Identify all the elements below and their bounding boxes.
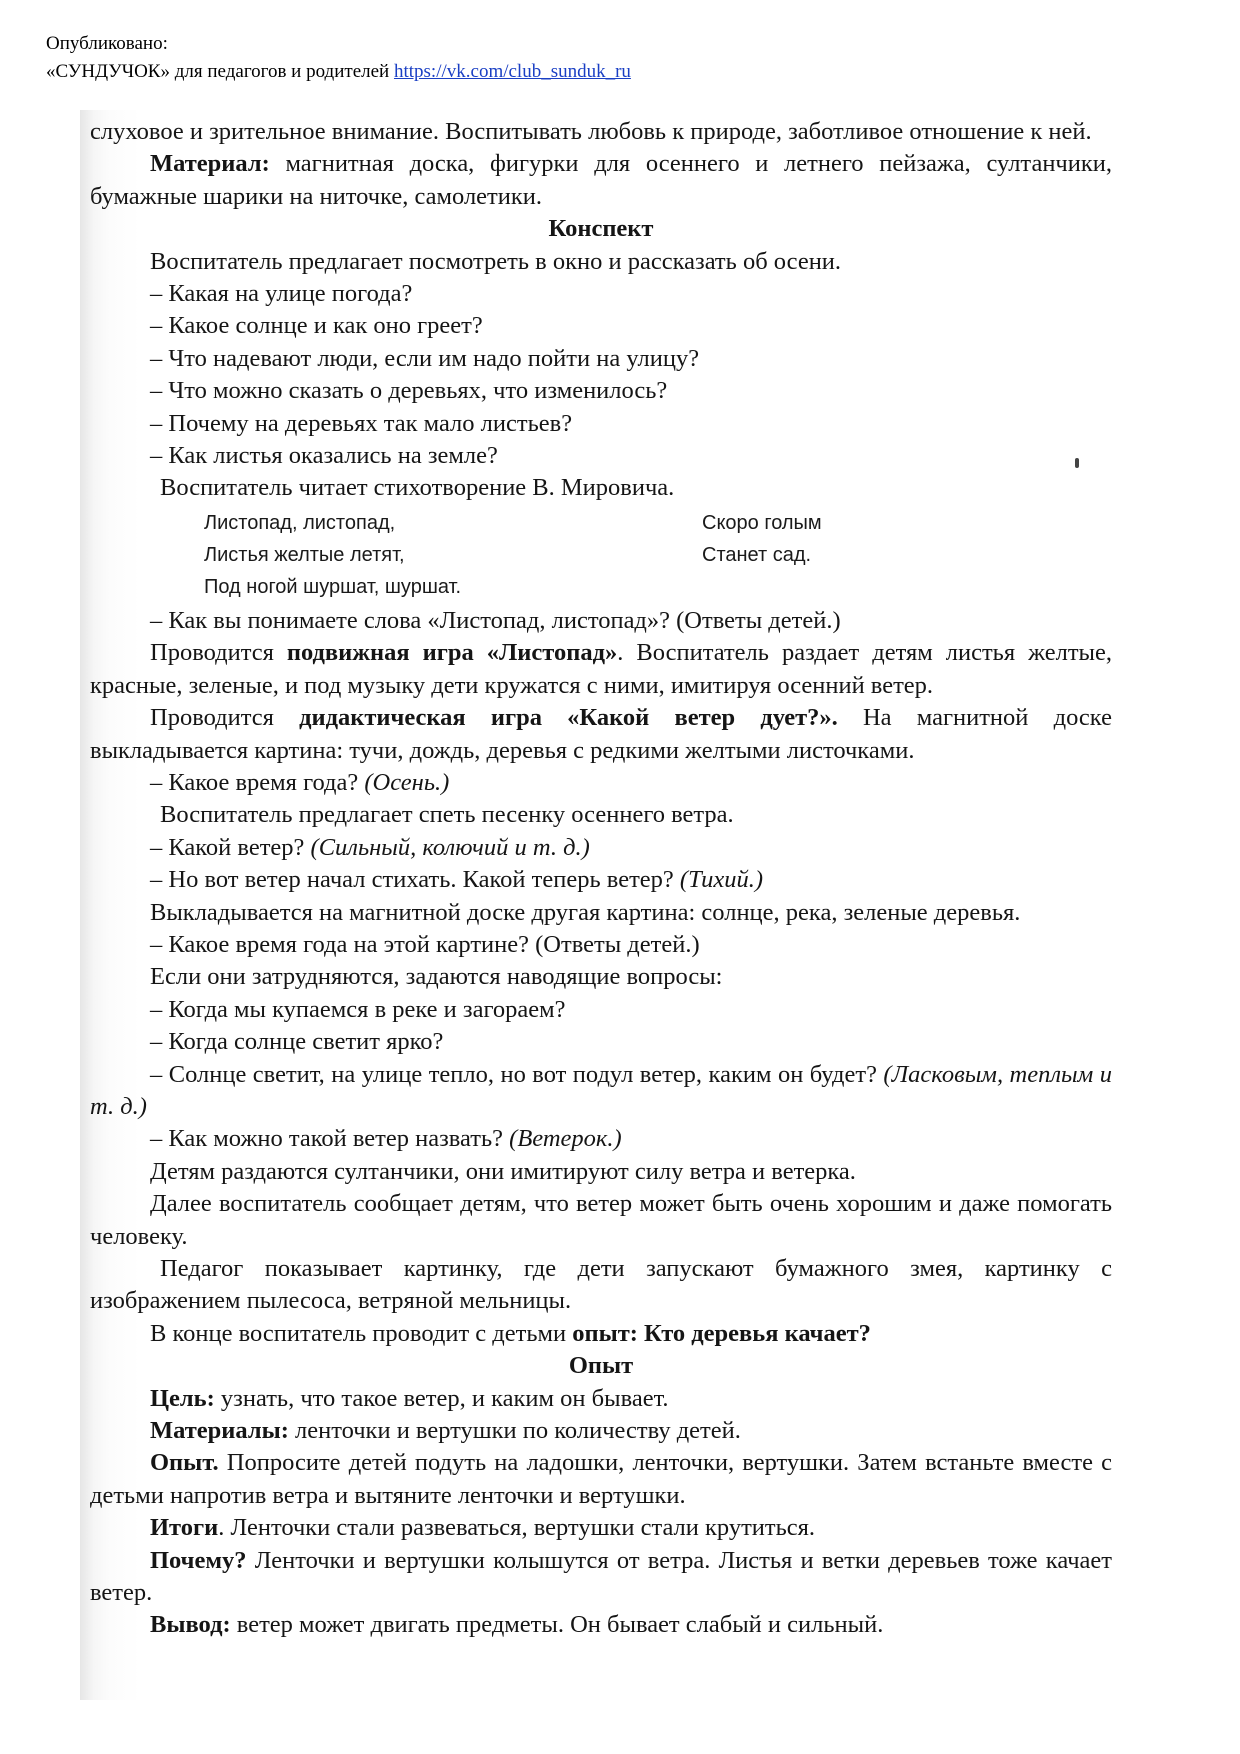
question-line: – Какая на улице погода? — [150, 280, 413, 308]
question-line — [90, 1059, 1112, 1124]
conclusion-label: Вывод: — [150, 1611, 231, 1639]
why-paragraph — [90, 1545, 1112, 1610]
question-line — [90, 1123, 1112, 1155]
picture-line: Выкладывается на магнитной доске другая картина: солнце, река, зеленые деревья. — [150, 898, 1021, 926]
question-line: – Какое время года на этой картине? (Ответы детей.) — [150, 930, 700, 958]
publication-header — [46, 30, 631, 86]
publisher-link[interactable]: https://vk.com/club_sunduk_ru — [393, 61, 631, 82]
poem-column-right — [702, 507, 822, 571]
konspekt-heading: Конспект — [548, 215, 654, 243]
poem — [90, 507, 1112, 603]
publisher-line — [46, 58, 631, 86]
question-line — [90, 832, 1112, 864]
goal-label: Цель: — [150, 1384, 215, 1412]
teacher-paragraph: Педагог показывает картинку, где дети запускают бумажного змея, картинку с изображением пылесоса, ветряной мельницы. — [90, 1255, 1112, 1315]
end-line — [90, 1318, 1112, 1350]
question-text: – Какое время года? — [150, 768, 365, 796]
why-text: Ленточки и вертушки колышутся от ветра. Листья и ветки деревьев тоже качает ветер. — [90, 1546, 1112, 1607]
materials-line — [90, 1415, 1112, 1447]
question-text: – Как можно такой ветер назвать? — [150, 1125, 510, 1153]
answer-text: (Ласковым, теплым и т. д.) — [90, 1060, 1112, 1120]
why-label: Почему? — [150, 1546, 247, 1574]
question-line: – Почему на деревьях так мало листьев? — [150, 409, 573, 437]
materials-text: ленточки и вертушки по количеству детей. — [288, 1417, 741, 1445]
question-line: – Как вы понимаете слова «Листопад, листопад»? (Ответы детей.) — [150, 606, 841, 634]
text-fragment: На магнитной доске выкладывается картина: тучи, дождь, деревья с редкими желтыми листочками. — [90, 704, 1112, 764]
game-title: подвижная игра «Листопад» — [286, 639, 618, 667]
poem-line: Скоро голым — [702, 511, 822, 534]
hint-line: Если они затрудняются, задаются наводящие вопросы: — [150, 963, 723, 991]
text-fragment: Проводится — [150, 704, 300, 732]
results-line — [90, 1512, 1112, 1544]
goal-line — [90, 1383, 1112, 1415]
experiment-text: Попросите детей подуть на ладошки, ленточки, вертушки. Затем встаньте вместе с детьми напротив ветра и вытяните ленточки и вертушки. — [90, 1449, 1112, 1509]
material-paragraph — [90, 148, 1112, 213]
publisher-name: «СУНДУЧОК» для педагогов и родителей — [46, 61, 390, 82]
question-line: – Когда солнце светит ярко? — [150, 1028, 444, 1056]
poem-line: Станет сад. — [702, 543, 812, 566]
goal-text: узнать, что такое ветер, и каким он бывает. — [214, 1384, 669, 1412]
question-line: – Что можно сказать о деревьях, что изменилось? — [150, 377, 668, 405]
experiment-label: Опыт. — [150, 1449, 219, 1477]
reads-poem-line: Воспитатель читает стихотворение В. Мировича. — [160, 474, 675, 502]
results-label: Итоги — [150, 1514, 219, 1542]
question-line: – Что надевают люди, если им надо пойти на улицу? — [150, 344, 700, 372]
sultan-line: Детям раздаются султанчики, они имитируют силу ветра и ветерка. — [150, 1157, 856, 1185]
question-text: – Какой ветер? — [150, 833, 311, 861]
poem-line: Листопад, листопад, — [204, 511, 396, 534]
materials-label: Материалы: — [150, 1417, 289, 1445]
question-line — [90, 767, 1112, 799]
question-line: – Как листья оказались на земле? — [150, 442, 498, 470]
game-wind-paragraph — [90, 702, 1112, 767]
question-line: – Какое солнце и как оно греет? — [150, 312, 483, 340]
experiment-paragraph — [90, 1447, 1112, 1512]
poem-column-left — [204, 507, 461, 603]
text-fragment: В конце воспитатель проводит с детьми — [150, 1319, 573, 1347]
answer-text: (Сильный, колючий и т. д.) — [310, 833, 590, 861]
conclusion-text: ветер может двигать предметы. Он бывает слабый и сильный. — [230, 1611, 884, 1639]
offer-line: Воспитатель предлагает посмотреть в окно и рассказать об осени. — [150, 247, 842, 275]
intro-paragraph: слуховое и зрительное внимание. Воспитывать любовь к природе, заботливое отношение к ней. — [90, 118, 1092, 145]
song-line: Воспитатель предлагает спеть песенку осеннего ветра. — [160, 801, 734, 829]
game-title: дидактическая игра «Какой ветер дует?». — [299, 704, 838, 732]
material-label: Материал: — [150, 150, 270, 178]
published-label: Опубликовано: — [46, 33, 168, 54]
question-line: – Когда мы купаемся в реке и загораем? — [150, 995, 566, 1023]
question-text: – Солнце светит, на улице тепло, но вот подул ветер, каким он будет? — [150, 1060, 884, 1088]
question-line — [90, 864, 1112, 896]
answer-text: (Тихий.) — [679, 866, 764, 894]
conclusion-line — [90, 1609, 1112, 1641]
material-text: магнитная доска, фигурки для осеннего и летнего пейзажа, султанчики, бумажные шарики на ниточке, самолетики. — [90, 150, 1112, 210]
poem-line: Листья желтые летят, — [204, 543, 405, 566]
results-text: . Ленточки стали развеваться, вертушки стали крутиться. — [218, 1514, 816, 1542]
text-fragment: . Воспитатель раздает детям листья желтые, красные, зеленые, и под музыку дети кружатся с ними, имитируя осенний ветер. — [90, 639, 1112, 699]
answer-text: (Ветерок.) — [509, 1125, 622, 1153]
further-paragraph: Далее воспитатель сообщает детям, что ветер может быть очень хорошим и даже помогать человеку. — [90, 1190, 1112, 1250]
poem-line: Под ногой шуршат, шуршат. — [204, 575, 462, 598]
experiment-title-inline: опыт: Кто деревья качает? — [572, 1319, 871, 1347]
document-body — [90, 116, 1112, 1642]
answer-text: (Осень.) — [364, 768, 450, 796]
question-text: – Но вот ветер начал стихать. Какой теперь ветер? — [150, 866, 680, 894]
opyt-heading: Опыт — [568, 1352, 634, 1380]
text-fragment: Проводится — [150, 639, 287, 667]
game-listopad-paragraph — [90, 637, 1112, 702]
